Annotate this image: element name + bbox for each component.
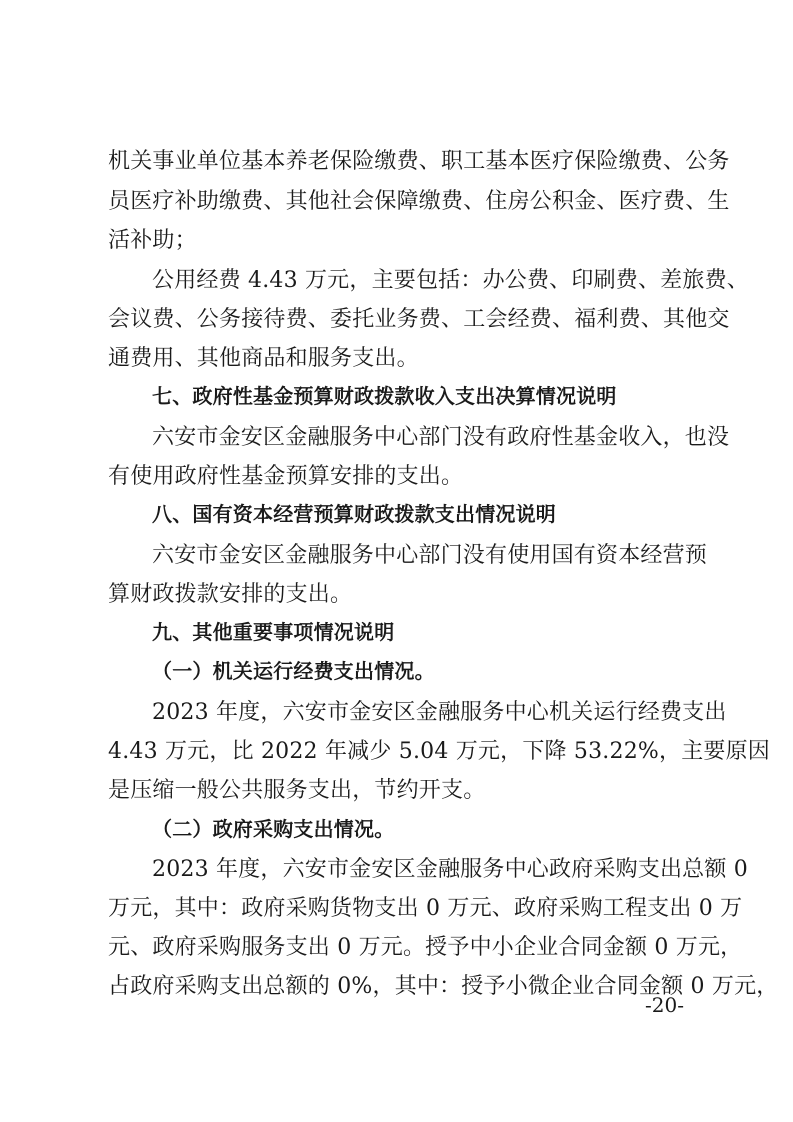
subsection-heading-2: （二）政府采购支出情况。 xyxy=(152,817,395,841)
paragraph-line: 4.43 万元，比 2022 年减少 5.04 万元，下降 53.22%，主要原因 xyxy=(108,739,771,764)
paragraph-line: 万元，其中：政府采购货物支出 0 万元、政府采购工程支出 0 万 xyxy=(108,896,743,921)
paragraph-line: 机关事业单位基本养老保险缴费、职工基本医疗保险缴费、公务 xyxy=(108,149,730,174)
paragraph-line: 有使用政府性基金预算安排的支出。 xyxy=(108,464,464,489)
paragraph-line: 六安市金安区金融服务中心部门没有政府性基金收入，也没 xyxy=(152,425,730,450)
paragraph-line: 元、政府采购服务支出 0 万元。授予中小企业合同金额 0 万元， xyxy=(108,935,743,960)
paragraph-line: 是压缩一般公共服务支出，节约开支。 xyxy=(108,778,486,803)
paragraph-line: 会议费、公务接待费、委托业务费、工会经费、福利费、其他交 xyxy=(108,307,730,332)
paragraph-line: 2023 年度，六安市金安区金融服务中心机关运行经费支出 xyxy=(152,700,727,725)
paragraph-line: 公用经费 4.43 万元，主要包括：办公费、印刷费、差旅费、 xyxy=(152,268,749,293)
section-heading-8: 八、国有资本经营预算财政拨款支出情况说明 xyxy=(152,502,556,526)
paragraph-line: 六安市金安区金融服务中心部门没有使用国有资本经营预 xyxy=(152,543,708,568)
section-heading-9: 九、其他重要事项情况说明 xyxy=(152,620,395,644)
paragraph-line: 活补助； xyxy=(108,228,197,253)
paragraph-line: 通费用、其他商品和服务支出。 xyxy=(108,346,419,371)
section-heading-7: 七、政府性基金预算财政拨款收入支出决算情况说明 xyxy=(152,384,617,408)
paragraph-line: 占政府采购支出总额的 0%，其中：授予小微企业合同金额 0 万元， xyxy=(108,974,779,999)
subsection-heading-1: （一）机关运行经费支出情况。 xyxy=(152,659,435,683)
paragraph-line: 员医疗补助缴费、其他社会保障缴费、住房公积金、医疗费、生 xyxy=(108,189,730,214)
paragraph-line: 算财政拨款安排的支出。 xyxy=(108,582,353,607)
page-number: -20- xyxy=(645,993,684,1017)
paragraph-line: 2023 年度，六安市金安区金融服务中心政府采购支出总额 0 xyxy=(152,857,748,882)
